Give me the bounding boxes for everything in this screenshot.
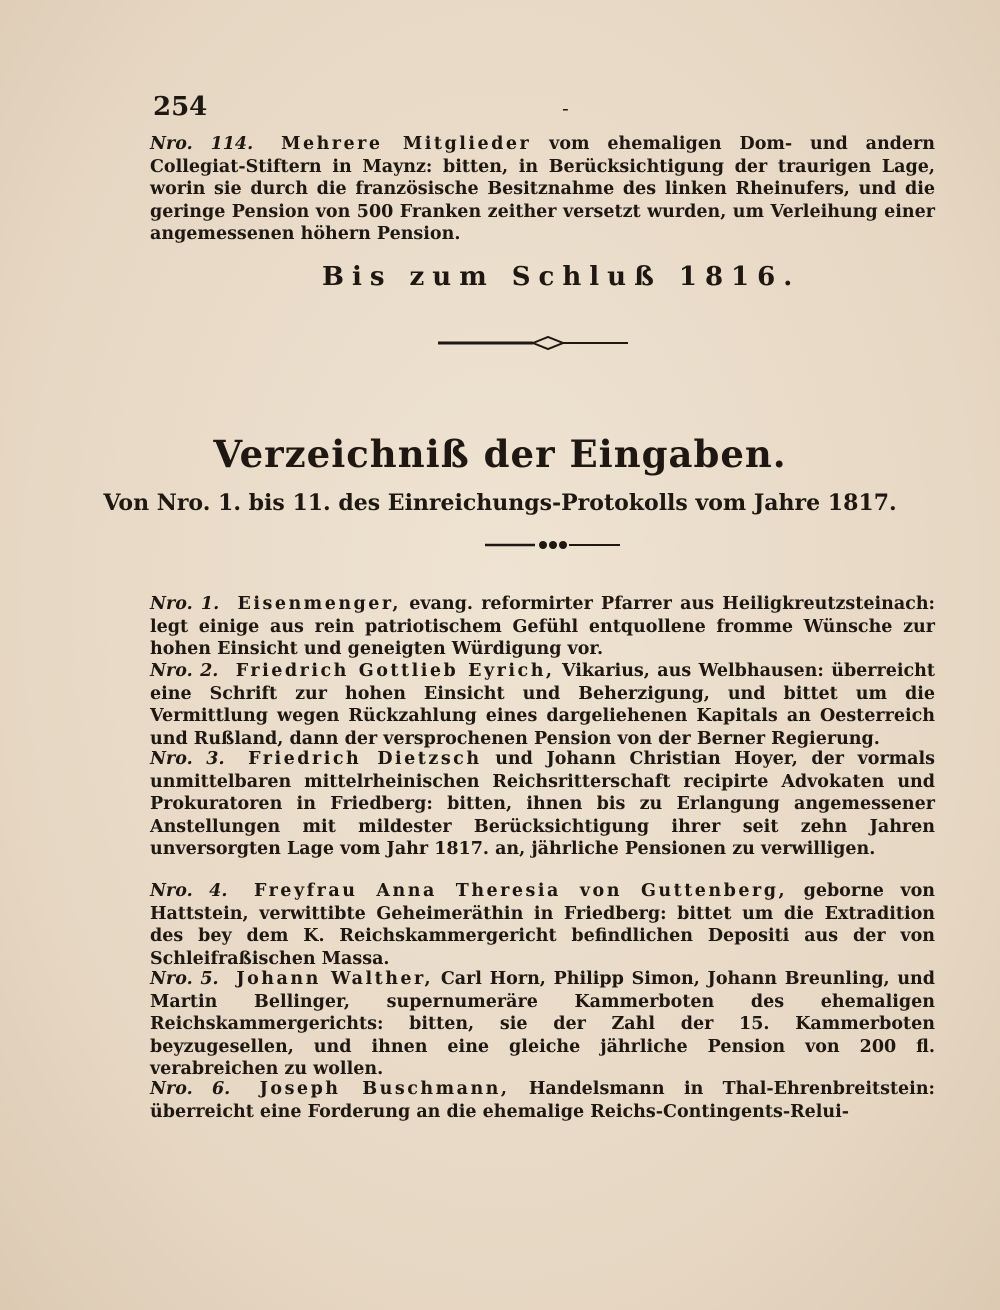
entry-name: Mehrere Mitglieder [281, 134, 532, 154]
entry-text: Carl Horn, Philipp Simon, Johann Breunling, und Martin Bellinger, supernumeräre Kammerboten des ehemaligen Reichskammergerichts: bitten, sie der Zahl der 15. Kammerboten beyzugesellen, und ihnen eine gleiche jährliche Pension von 200 fl. verabreichen zu wollen. [150, 969, 936, 1079]
entry-text: geborne von Hattstein, verwittibte Geheimeräthin in Friedberg: bittet um die Extradition des bey dem K. Reichskammergericht befindlichen Depositi aus der von Schleifraßischen Massa. [150, 881, 936, 969]
entry-name: Johann Walther, [236, 969, 434, 989]
entry-114 [150, 133, 935, 246]
section-subtitle: Von Nro. 1. bis 11. des Einreichungs-Protokolls vom Jahre 1817. [103, 490, 897, 516]
entry-text: Handelsmann in Thal-Ehrenbreitstein: überreicht eine Forderung an die ehemalige Reichs-Contingents-Relui- [150, 1079, 936, 1122]
header-mark: - [562, 96, 569, 120]
entry-number: Nro. 6. [150, 1079, 231, 1099]
entry-text: und Johann Christian Hoyer, der vormals unmittelbaren mittelrheinischen Reichsritterschaft recipirte Advokaten und Prokuratoren in Friedberg: bitten, ihnen bis zu Erlangung angemessener Anstellungen mit mildester Berücksichtigung ihrer seit zehn Jahren unversorgten Lage vom Jahr 1817. an, jährliche Pensionen zu verwilligen. [150, 749, 936, 859]
entry-name: Friedrich Gottlieb Eyrich, [235, 661, 555, 681]
entry-number: Nro. 4. [150, 881, 228, 901]
bis-heading: Bis zum Schluß 1816. [322, 262, 801, 292]
entry-text: vom ehemaligen Dom- und andern Collegiat-Stiftern in Maynz: bitten, in Berücksichtigung der traurigen Lage, worin sie durch die französische Besitznahme des linken Rheinufers, und die geringe Pension von 500 Franken zeither versetzt wurden, um Verleihung einer angemessenen höhern Pension. [150, 134, 935, 244]
entry-3 [150, 748, 935, 861]
page-number: 254 [153, 92, 208, 122]
entry-name: Freyfrau Anna Theresia von Guttenberg, [253, 881, 788, 901]
entry-name: Friedrich Dietzsch [248, 749, 482, 769]
entry-number: Nro. 5. [150, 969, 219, 989]
section-title: Verzeichniß der Eingaben. [213, 432, 787, 476]
entry-1 [150, 593, 935, 661]
entry-number: Nro. 1. [150, 594, 220, 614]
entry-text: Vikarius, aus Welbhausen: überreicht eine Schrift zur hohen Einsicht und Beherzigung, und bittet um die Vermittlung wegen Rückzahlung eines dargeliehenen Kapitals an Oesterreich und Rußland, dann der versprochenen Pension von der Berner Regierung. [150, 661, 935, 749]
entry-6 [150, 1078, 935, 1123]
ornament-rule-bottom [485, 538, 620, 552]
entry-number: Nro. 2. [150, 661, 219, 681]
entry-4 [150, 880, 935, 970]
ornament-rule-top [438, 332, 628, 354]
entry-number: Nro. 3. [150, 749, 225, 769]
entry-number: Nro. 114. [150, 134, 254, 154]
entry-name: Eisenmenger, [237, 594, 401, 614]
entry-2 [150, 660, 935, 750]
entry-name: Joseph Buschmann, [259, 1079, 510, 1099]
entry-text: evang. reformirter Pfarrer aus Heiligkreutzsteinach: legt einige aus rein patriotischem Gefühl entquollene fromme Wünsche zur hohen Einsicht und geneigten Würdigung vor. [150, 594, 936, 659]
entry-5 [150, 968, 935, 1081]
